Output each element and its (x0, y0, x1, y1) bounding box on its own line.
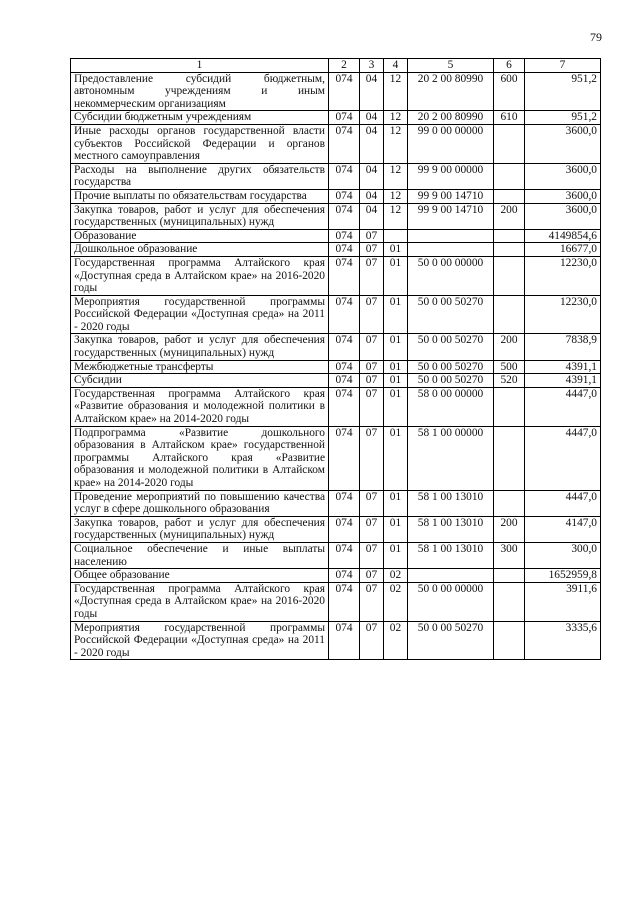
subsection-code-cell: 01 (384, 516, 408, 542)
table-row (71, 490, 601, 516)
item-name-cell: Государственная программа Алтайского края «Доступная среда в Алтайском крае» на 2016-2020 годы (71, 582, 329, 621)
table-row (71, 124, 601, 163)
item-name-cell: Расходы на выполнение других обязательств государства (71, 163, 329, 189)
amount-cell: 951,2 (525, 72, 601, 111)
subsection-code-cell: 12 (384, 72, 408, 111)
target-article-cell: 58 1 00 13010 (408, 490, 494, 516)
ministry-code-cell: 074 (329, 569, 360, 583)
column-header: 2 (329, 59, 360, 73)
ministry-code-cell: 074 (329, 111, 360, 125)
expense-type-cell (494, 387, 525, 426)
target-article-cell: 58 1 00 13010 (408, 516, 494, 542)
table-row (71, 111, 601, 125)
subsection-code-cell: 01 (384, 295, 408, 334)
target-article-cell: 58 1 00 00000 (408, 426, 494, 490)
section-code-cell: 07 (360, 374, 384, 388)
subsection-code-cell: 01 (384, 542, 408, 568)
target-article-cell: 99 9 00 14710 (408, 189, 494, 203)
section-code-cell: 04 (360, 72, 384, 111)
expense-type-cell (494, 256, 525, 295)
item-name-cell: Государственная программа Алтайского края «Развитие образования и молодежной политики в Алтайском крае» на 2014-2020 годы (71, 387, 329, 426)
subsection-code-cell: 01 (384, 256, 408, 295)
ministry-code-cell: 074 (329, 229, 360, 243)
amount-cell: 3600,0 (525, 203, 601, 229)
table-row (71, 72, 601, 111)
table-row (71, 203, 601, 229)
target-article-cell: 50 0 00 00000 (408, 256, 494, 295)
expense-type-cell (494, 189, 525, 203)
column-header: 6 (494, 59, 525, 73)
ministry-code-cell: 074 (329, 360, 360, 374)
table-row (71, 256, 601, 295)
section-code-cell: 07 (360, 295, 384, 334)
budget-table (70, 58, 601, 660)
section-code-cell: 07 (360, 542, 384, 568)
item-name-cell: Государственная программа Алтайского края «Доступная среда в Алтайском крае» на 2016-2020 годы (71, 256, 329, 295)
amount-cell: 3600,0 (525, 163, 601, 189)
section-code-cell: 04 (360, 163, 384, 189)
table-row (71, 569, 601, 583)
amount-cell: 4447,0 (525, 426, 601, 490)
table-row (71, 374, 601, 388)
expense-type-cell (494, 621, 525, 660)
item-name-cell: Мероприятия государственной программы Российской Федерации «Доступная среда» на 2011 - 2020 годы (71, 295, 329, 334)
column-header: 7 (525, 59, 601, 73)
ministry-code-cell: 074 (329, 387, 360, 426)
amount-cell: 3600,0 (525, 124, 601, 163)
table-row (71, 189, 601, 203)
ministry-code-cell: 074 (329, 582, 360, 621)
amount-cell: 4447,0 (525, 490, 601, 516)
section-code-cell: 07 (360, 360, 384, 374)
section-code-cell: 07 (360, 334, 384, 360)
expense-type-cell (494, 295, 525, 334)
subsection-code-cell: 01 (384, 243, 408, 257)
subsection-code-cell (384, 229, 408, 243)
ministry-code-cell: 074 (329, 490, 360, 516)
amount-cell: 4447,0 (525, 387, 601, 426)
ministry-code-cell: 074 (329, 295, 360, 334)
column-header: 5 (408, 59, 494, 73)
expense-type-cell: 500 (494, 360, 525, 374)
section-code-cell: 07 (360, 621, 384, 660)
subsection-code-cell: 01 (384, 334, 408, 360)
item-name-cell: Общее образование (71, 569, 329, 583)
amount-cell: 3911,6 (525, 582, 601, 621)
amount-cell: 7838,9 (525, 334, 601, 360)
target-article-cell (408, 569, 494, 583)
expense-type-cell (494, 569, 525, 583)
amount-cell: 16677,0 (525, 243, 601, 257)
section-code-cell: 07 (360, 243, 384, 257)
expense-type-cell: 200 (494, 203, 525, 229)
target-article-cell (408, 243, 494, 257)
item-name-cell: Социальное обеспечение и иные выплаты населению (71, 542, 329, 568)
target-article-cell: 99 9 00 00000 (408, 163, 494, 189)
table-body (71, 72, 601, 660)
expense-type-cell (494, 124, 525, 163)
ministry-code-cell: 074 (329, 203, 360, 229)
ministry-code-cell: 074 (329, 243, 360, 257)
item-name-cell: Субсидии (71, 374, 329, 388)
ministry-code-cell: 074 (329, 124, 360, 163)
expense-type-cell: 300 (494, 542, 525, 568)
target-article-cell: 58 0 00 00000 (408, 387, 494, 426)
amount-cell: 3335,6 (525, 621, 601, 660)
expense-type-cell (494, 426, 525, 490)
target-article-cell: 50 0 00 50270 (408, 374, 494, 388)
section-code-cell: 04 (360, 203, 384, 229)
section-code-cell: 04 (360, 189, 384, 203)
subsection-code-cell: 01 (384, 374, 408, 388)
table-row (71, 360, 601, 374)
section-code-cell: 07 (360, 490, 384, 516)
target-article-cell: 50 0 00 00000 (408, 582, 494, 621)
item-name-cell: Закупка товаров, работ и услуг для обеспечения государственных (муниципальных) нужд (71, 334, 329, 360)
table-row (71, 334, 601, 360)
table-row (71, 295, 601, 334)
expense-type-cell: 520 (494, 374, 525, 388)
expense-type-cell (494, 229, 525, 243)
section-code-cell: 07 (360, 256, 384, 295)
target-article-cell: 50 0 00 50270 (408, 360, 494, 374)
amount-cell: 4149854,6 (525, 229, 601, 243)
amount-cell: 4391,1 (525, 360, 601, 374)
subsection-code-cell: 12 (384, 124, 408, 163)
section-code-cell: 07 (360, 582, 384, 621)
column-header: 3 (360, 59, 384, 73)
amount-cell: 4147,0 (525, 516, 601, 542)
item-name-cell: Мероприятия государственной программы Российской Федерации «Доступная среда» на 2011 - 2020 годы (71, 621, 329, 660)
table-row (71, 542, 601, 568)
item-name-cell: Проведение мероприятий по повышению качества услуг в сфере дошкольного образования (71, 490, 329, 516)
item-name-cell: Подпрограмма «Развитие дошкольного образования в Алтайском крае» государственной программы Алтайского края «Развитие образования и молодежной политики в Алтайском крае» на 2014-2020 годы (71, 426, 329, 490)
subsection-code-cell: 12 (384, 163, 408, 189)
target-article-cell: 20 2 00 80990 (408, 111, 494, 125)
section-code-cell: 04 (360, 111, 384, 125)
subsection-code-cell: 02 (384, 569, 408, 583)
target-article-cell (408, 229, 494, 243)
target-article-cell: 99 9 00 14710 (408, 203, 494, 229)
ministry-code-cell: 074 (329, 374, 360, 388)
subsection-code-cell: 01 (384, 387, 408, 426)
expense-type-cell: 610 (494, 111, 525, 125)
header-row (71, 59, 601, 73)
ministry-code-cell: 074 (329, 189, 360, 203)
ministry-code-cell: 074 (329, 72, 360, 111)
section-code-cell: 07 (360, 516, 384, 542)
table-row (71, 387, 601, 426)
table-row (71, 621, 601, 660)
item-name-cell: Прочие выплаты по обязательствам государства (71, 189, 329, 203)
expense-type-cell: 200 (494, 516, 525, 542)
table-row (71, 243, 601, 257)
amount-cell: 300,0 (525, 542, 601, 568)
amount-cell: 4391,1 (525, 374, 601, 388)
section-code-cell: 07 (360, 569, 384, 583)
target-article-cell: 20 2 00 80990 (408, 72, 494, 111)
column-header: 4 (384, 59, 408, 73)
page-number: 79 (590, 30, 602, 44)
expense-type-cell (494, 243, 525, 257)
target-article-cell: 50 0 00 50270 (408, 295, 494, 334)
table-row (71, 516, 601, 542)
table-row (71, 163, 601, 189)
section-code-cell: 07 (360, 387, 384, 426)
target-article-cell: 50 0 00 50270 (408, 621, 494, 660)
subsection-code-cell: 12 (384, 203, 408, 229)
table-row (71, 426, 601, 490)
section-code-cell: 04 (360, 124, 384, 163)
item-name-cell: Закупка товаров, работ и услуг для обеспечения государственных (муниципальных) нужд (71, 203, 329, 229)
amount-cell: 12230,0 (525, 295, 601, 334)
amount-cell: 1652959,8 (525, 569, 601, 583)
ministry-code-cell: 074 (329, 426, 360, 490)
subsection-code-cell: 12 (384, 189, 408, 203)
item-name-cell: Предоставление субсидий бюджетным, автономным учреждениям и иным некоммерческим организациям (71, 72, 329, 111)
ministry-code-cell: 074 (329, 516, 360, 542)
amount-cell: 951,2 (525, 111, 601, 125)
section-code-cell: 07 (360, 229, 384, 243)
item-name-cell: Субсидии бюджетным учреждениям (71, 111, 329, 125)
subsection-code-cell: 01 (384, 360, 408, 374)
amount-cell: 3600,0 (525, 189, 601, 203)
ministry-code-cell: 074 (329, 542, 360, 568)
section-code-cell: 07 (360, 426, 384, 490)
ministry-code-cell: 074 (329, 621, 360, 660)
item-name-cell: Закупка товаров, работ и услуг для обеспечения государственных (муниципальных) нужд (71, 516, 329, 542)
table-row (71, 229, 601, 243)
item-name-cell: Межбюджетные трансферты (71, 360, 329, 374)
target-article-cell: 50 0 00 50270 (408, 334, 494, 360)
column-header: 1 (71, 59, 329, 73)
subsection-code-cell: 12 (384, 111, 408, 125)
ministry-code-cell: 074 (329, 256, 360, 295)
amount-cell: 12230,0 (525, 256, 601, 295)
subsection-code-cell: 02 (384, 582, 408, 621)
ministry-code-cell: 074 (329, 163, 360, 189)
subsection-code-cell: 02 (384, 621, 408, 660)
expense-type-cell (494, 163, 525, 189)
item-name-cell: Образование (71, 229, 329, 243)
item-name-cell: Иные расходы органов государственной власти субъектов Российской Федерации и органов местного самоуправления (71, 124, 329, 163)
target-article-cell: 58 1 00 13010 (408, 542, 494, 568)
expense-type-cell: 200 (494, 334, 525, 360)
ministry-code-cell: 074 (329, 334, 360, 360)
subsection-code-cell: 01 (384, 490, 408, 516)
subsection-code-cell: 01 (384, 426, 408, 490)
expense-type-cell (494, 582, 525, 621)
expense-type-cell (494, 490, 525, 516)
expense-type-cell: 600 (494, 72, 525, 111)
target-article-cell: 99 0 00 00000 (408, 124, 494, 163)
table-row (71, 582, 601, 621)
item-name-cell: Дошкольное образование (71, 243, 329, 257)
